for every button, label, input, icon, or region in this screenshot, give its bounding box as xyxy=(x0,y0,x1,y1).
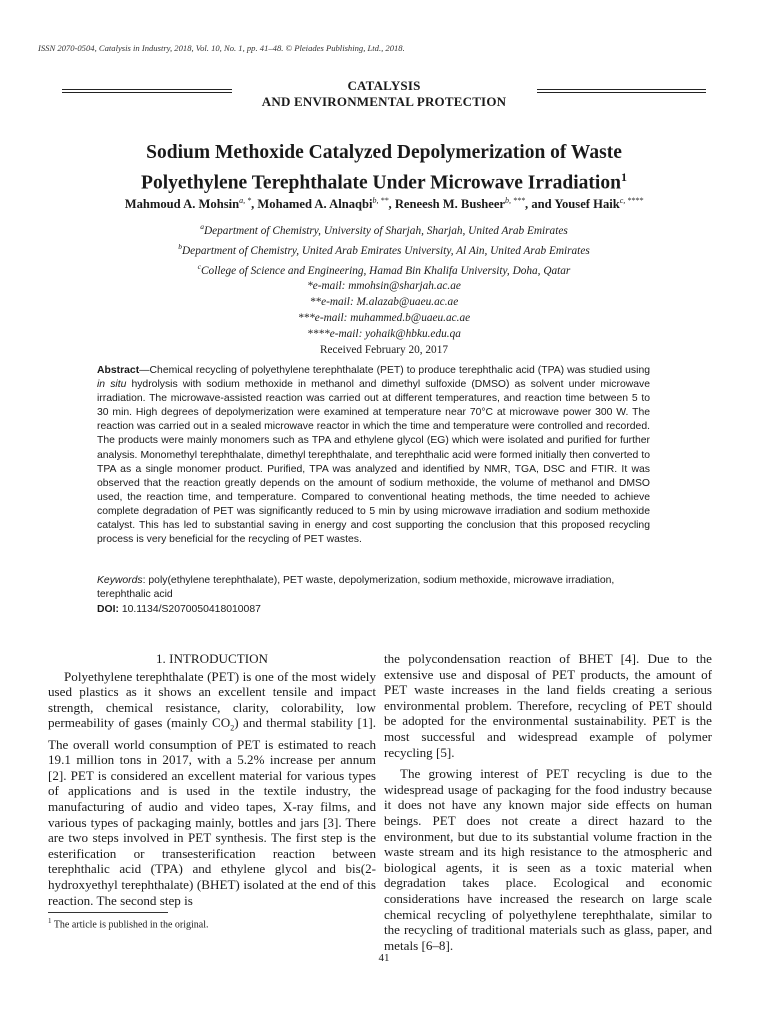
journal-header-line: ISSN 2070-0504, Catalysis in Industry, 2018, Vol. 10, No. 1, pp. 41–48. © Pleiades Publishing, Ltd., 2018. xyxy=(38,43,405,53)
body-paragraph xyxy=(48,669,376,909)
section-banner xyxy=(62,78,706,110)
paper-title xyxy=(40,140,728,196)
subscript: 2 xyxy=(230,723,235,733)
author-name: Mohamed A. Alnaqbi xyxy=(257,197,373,212)
title-line-1: Sodium Methoxide Catalyzed Depolymerization of Waste xyxy=(146,142,622,163)
keywords xyxy=(97,574,650,602)
affiliation-mark: b xyxy=(178,241,183,251)
affiliation xyxy=(40,259,728,279)
abstract-text: —Chemical recycling of polyethylene terephthalate (PET) to produce terephthalic acid (TPA) was studied using xyxy=(139,365,650,376)
affiliation-text: Department of Chemistry, University of Sharjah, Sharjah, United Arab Emirates xyxy=(203,224,568,237)
affiliation xyxy=(40,239,728,259)
abstract-text: hydrolysis with sodium methoxide in methanol and dimethyl sulfoxide (DMSO) as solvent under microwave irradiation. The microwave-assisted reaction was carried out at different temperatures, and reaction time between 5 to 30 min. High degrees of depolymerization were examined at temperature near 70°C at microwave power 300 W. The reaction was carried out in a sealed microwave reactor in which the time and temperature were controlled and recorded. The products were mainly monomers such as TPA and ethylene glycol (EG) which were isolated and purified for further analysis. Monomethyl terephthalate, dimethyl terephthalate, and terephthalic acid were formed initially then converted to TPA as a single monomer product. Purified, TPA was analyzed and identified by NMR, TGA, DSC and FTIR. It was observed that the reaction greatly depends on the amount of sodium methoxide, the volume of methanol and DMSO used, the reaction time, and temperature. Compared to conventional heating methods, the time needed to achieve complete degradation of PET was significantly reduced to 5 min by using microwave irradiation and sodium methoxide catalyst. This has led to substantial saving in energy and cost supporting the conclusion that this proposed recycling process is very beneficial for the recycling of PET wastes. xyxy=(97,379,650,546)
section-heading-introduction: 1. INTRODUCTION xyxy=(155,651,268,666)
affiliation-block xyxy=(40,219,728,358)
author-name: Reneesh M. Busheer xyxy=(394,197,506,212)
author-affiliation-mark: c, **** xyxy=(619,196,644,205)
column-right xyxy=(384,651,712,953)
title-line-2: Polyethylene Terephthalate Under Microwave Irradiation xyxy=(141,172,621,194)
affiliation-text: College of Science and Engineering, Hamad Bin Khalifa University, Doha, Qatar xyxy=(201,264,571,277)
abstract-italic: in situ xyxy=(97,379,127,391)
paragraph-text: ) and thermal stability [1]. The overall world consumption of PET is estimated to reach 19.1 million tons in 2017, with a 5.2% increase per annum [2]. PET is considered an excellent material for various types of applications and is used in the textile industry, the manufacturing of audio and video tapes, X-ray films, and various types of packaging mainly, bottles and jars [3]. There are two steps involved in PET synthesis. The first step is the esterification or transesterification reaction between terephthalic acid (TPA) and ethylene glycol and bis(2-hydroxyethyl terephthalate) (BHET) isolated at the end of this reaction. The second step is xyxy=(48,715,376,908)
affiliation-mark: a xyxy=(200,222,204,231)
abstract-heading: Abstract xyxy=(97,365,140,376)
section-line-1: CATALYSIS xyxy=(347,78,421,93)
keywords-text: : poly(ethylene terephthalate), PET waste, depolymerization, sodium methoxide, microwave irradiation, terephthalic acid xyxy=(97,575,615,601)
author-separator: , xyxy=(388,197,395,212)
title-footnote-mark: 1 xyxy=(620,170,627,184)
author-separator: , and xyxy=(525,197,555,212)
footnote xyxy=(48,917,368,930)
paragraph-text: Polyethylene terephthalate (PET) is one of the most widely used plastics as it shows an excellent tensile and impact strength, chemical resistance, clarity, colorability, low permeability of gases (mainly CO xyxy=(48,668,376,731)
author-affiliation-mark: b, *** xyxy=(505,196,526,205)
section-line-2: AND ENVIRONMENTAL PROTECTION xyxy=(261,94,507,109)
author-list xyxy=(30,196,738,212)
doi-link[interactable]: 10.1134/S2070050418010087 xyxy=(118,604,261,615)
author-affiliation-mark: b, ** xyxy=(372,196,389,205)
doi-heading: DOI: xyxy=(97,604,119,615)
email-link[interactable]: ****e-mail: yohaik@hbku.edu.qa xyxy=(307,328,461,341)
doi xyxy=(97,603,650,617)
column-left xyxy=(48,651,376,908)
keywords-heading: Keywords xyxy=(97,575,143,586)
footnote-text: The article is published in the original. xyxy=(51,919,209,931)
email-link[interactable]: ***e-mail: muhammed.b@uaeu.ac.ae xyxy=(297,312,471,325)
affiliation-text: Department of Chemistry, United Arab Emirates University, Al Ain, United Arab Emirates xyxy=(182,244,590,257)
page-number: 41 xyxy=(378,952,390,964)
affiliation xyxy=(40,219,728,239)
footnote-mark: 1 xyxy=(48,917,52,925)
body-paragraph: the polycondensation reaction of BHET [4]. Due to the extensive use and disposal of PET products, the amount of PET waste increases in the land fields creating a serious environmental problem. Therefore, recycling of PET should be adopted for the environmental sustainability. PET is the most successful and widespread example of polymer recycling [5]. xyxy=(384,651,712,760)
author-name: Yousef Haik xyxy=(554,197,620,212)
author-name: Mahmoud A. Mohsin xyxy=(124,197,240,212)
received-date: Received February 20, 2017 xyxy=(320,344,448,357)
affiliation-mark: c xyxy=(197,261,202,271)
email-link[interactable]: *e-mail: mmohsin@sharjah.ac.ae xyxy=(307,280,461,293)
footnote-rule xyxy=(48,912,168,913)
abstract xyxy=(97,364,650,547)
author-affiliation-mark: a, * xyxy=(239,196,252,205)
body-paragraph: The growing interest of PET recycling is due to the widespread usage of packaging for the food industry because it does not have any known major side effects on human beings. PET does not create a direct hazard to the environment, but due to its substantial volume fraction in the waste stream and its high resistance to the atmospheric and biological agents, it is seen as a toxic material when degradation takes place. Ecological and economic considerations have increased the research on large scale chemical recycling of polyethylene terephthalate, similar to the recycling of traditional materials such as glass, paper, and metals [6–8]. xyxy=(384,766,712,953)
email-link[interactable]: **e-mail: M.alazab@uaeu.ac.ae xyxy=(309,296,459,309)
author-separator: , xyxy=(251,197,258,212)
